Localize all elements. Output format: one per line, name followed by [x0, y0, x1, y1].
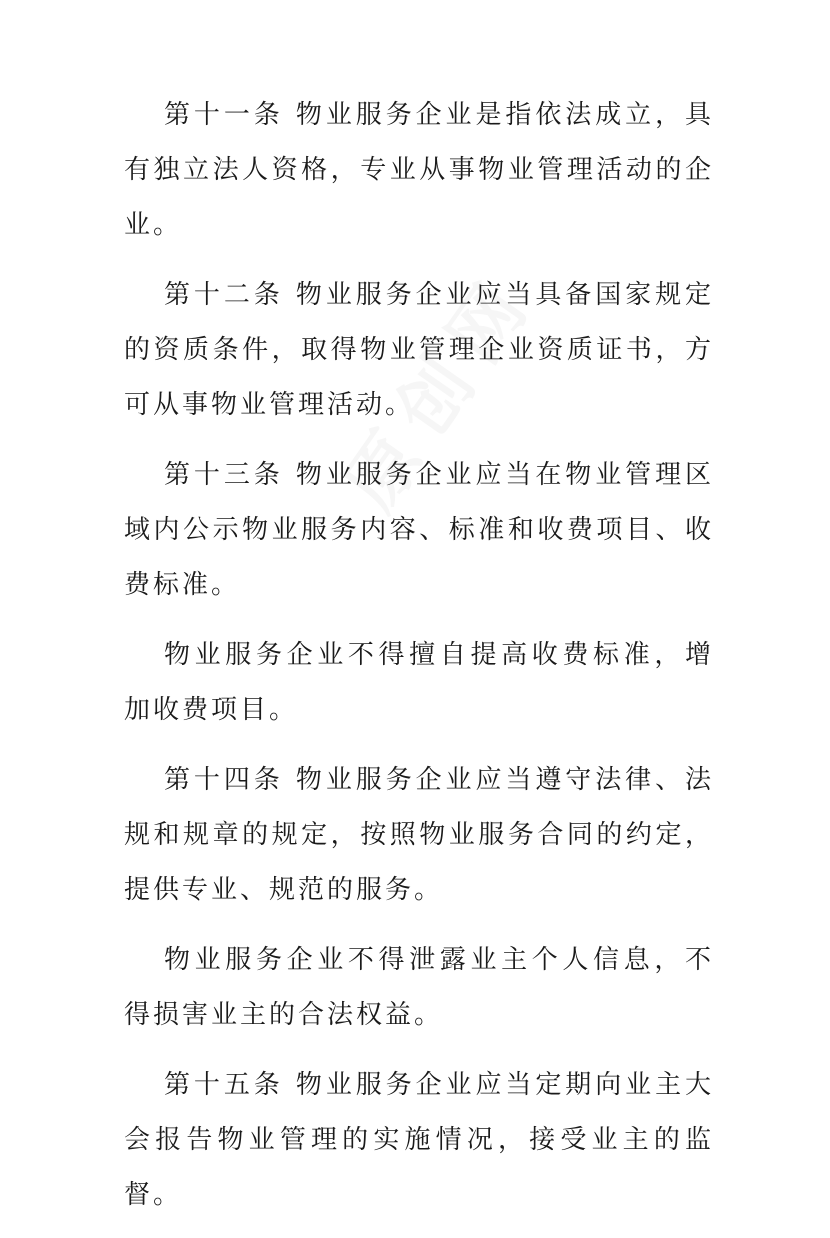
- article-12-paragraph: 第十二条 物业服务企业应当具备国家规定的资质条件，取得物业管理企业资质证书，方可从事物业管理活动。: [124, 280, 714, 420]
- article-13-clause-2-paragraph: 物业服务企业不得擅自提高收费标准，增加收费项目。: [124, 640, 714, 725]
- article-13-paragraph: 第十三条 物业服务企业应当在物业管理区域内公示物业服务内容、标准和收费项目、收费标准。: [124, 460, 714, 600]
- article-14-paragraph: 第十四条 物业服务企业应当遵守法律、法规和规章的规定，按照物业服务合同的约定，提供专业、规范的服务。: [124, 765, 714, 905]
- article-11-paragraph: 第十一条 物业服务企业是指依法成立，具有独立法人资格，专业从事物业管理活动的企业。: [124, 100, 714, 240]
- document-body: [124, 88, 714, 1238]
- article-14-clause-2-paragraph: 物业服务企业不得泄露业主个人信息，不得损害业主的合法权益。: [124, 945, 714, 1030]
- article-15-paragraph: 第十五条 物业服务企业应当定期向业主大会报告物业管理的实施情况，接受业主的监督。: [124, 1070, 714, 1210]
